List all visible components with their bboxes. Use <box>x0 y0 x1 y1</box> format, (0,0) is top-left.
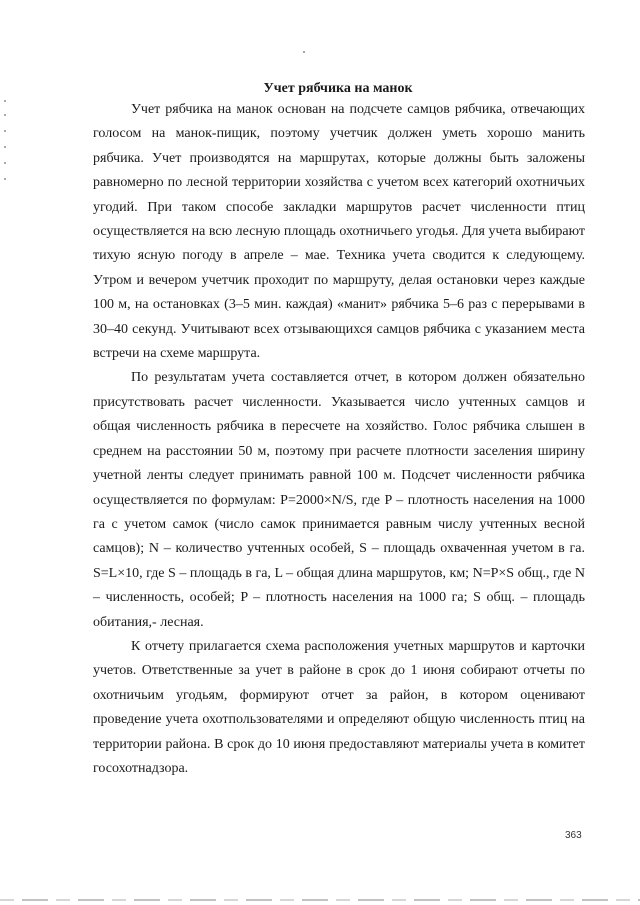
document-title: Учет рябчика на манок <box>263 81 413 96</box>
paragraph-submission: К отчету прилагается схема расположения учетных маршрутов и карточки учетов. Ответственные за учет в районе в срок до 1 июня собирают отчеты по охотничьим угодьям, формируют отчет за район, в котором оценивают проведение учета охотпользователями и определяют общую численность птиц на территории района. В срок до 10 июня предоставляют материалы учета в комитет госохотнадзора. <box>93 638 585 776</box>
scan-dot <box>303 51 305 53</box>
scan-bottom-border <box>0 899 640 901</box>
page-number: 363 <box>565 830 582 841</box>
document-body <box>93 98 585 781</box>
paragraph-report: По результатам учета составляется отчет, в котором должен обязательно присутствовать расчет численности. Указывается число учтенных самцов и общая численность рябчика в пересчете на хозяйство. Голос рябчика слышен в среднем на расстоянии 50 м, поэтому при расчете плотности заселения ширину учетной ленты следует принимать равной 100 м. Подсчет численности рябчика осуществляется по формулам: P=2000×N/S, где P – плотность населения на 1000 га с учетом самок (число самок принимается равным числу учтенных весной самцов); N – количество учтенных особей, S – площадь охваченная учетом в га. S=L×10, где S – площадь в га, L – общая длина маршрутов, км; N=P×S общ., где N – численность, особей; P – плотность населения на 1000 га; S общ. – площадь обитания,- лесная. <box>93 370 585 630</box>
paragraph-method: Учет рябчика на манок основан на подсчете самцов рябчика, отвечающих голосом на манок-пищик, поэтому учетчик должен уметь хорошо манить рябчика. Учет производятся на маршрутах, которые должны быть заложены равномерно по лесной территории хозяйства с учетом всех категорий охотничьих угодий. При таком способе закладки маршрутов расчет численности птиц осуществляется на всю лесную площадь охотничьего угодья. Для учета выбирают тихую ясную погоду в апреле – мае. Техника учета сводится к следующему. Утром и вечером учетчик проходит по маршруту, делая остановки через каждые 100 м, на остановках (3–5 мин. каждая) «манит» рябчика 5–6 раз с перерывами в 30–40 секунд. Учитывают всех отзывающихся самцов рябчика с указанием места встречи на схеме маршрута. <box>93 102 585 362</box>
scan-edge-marks <box>4 100 7 190</box>
